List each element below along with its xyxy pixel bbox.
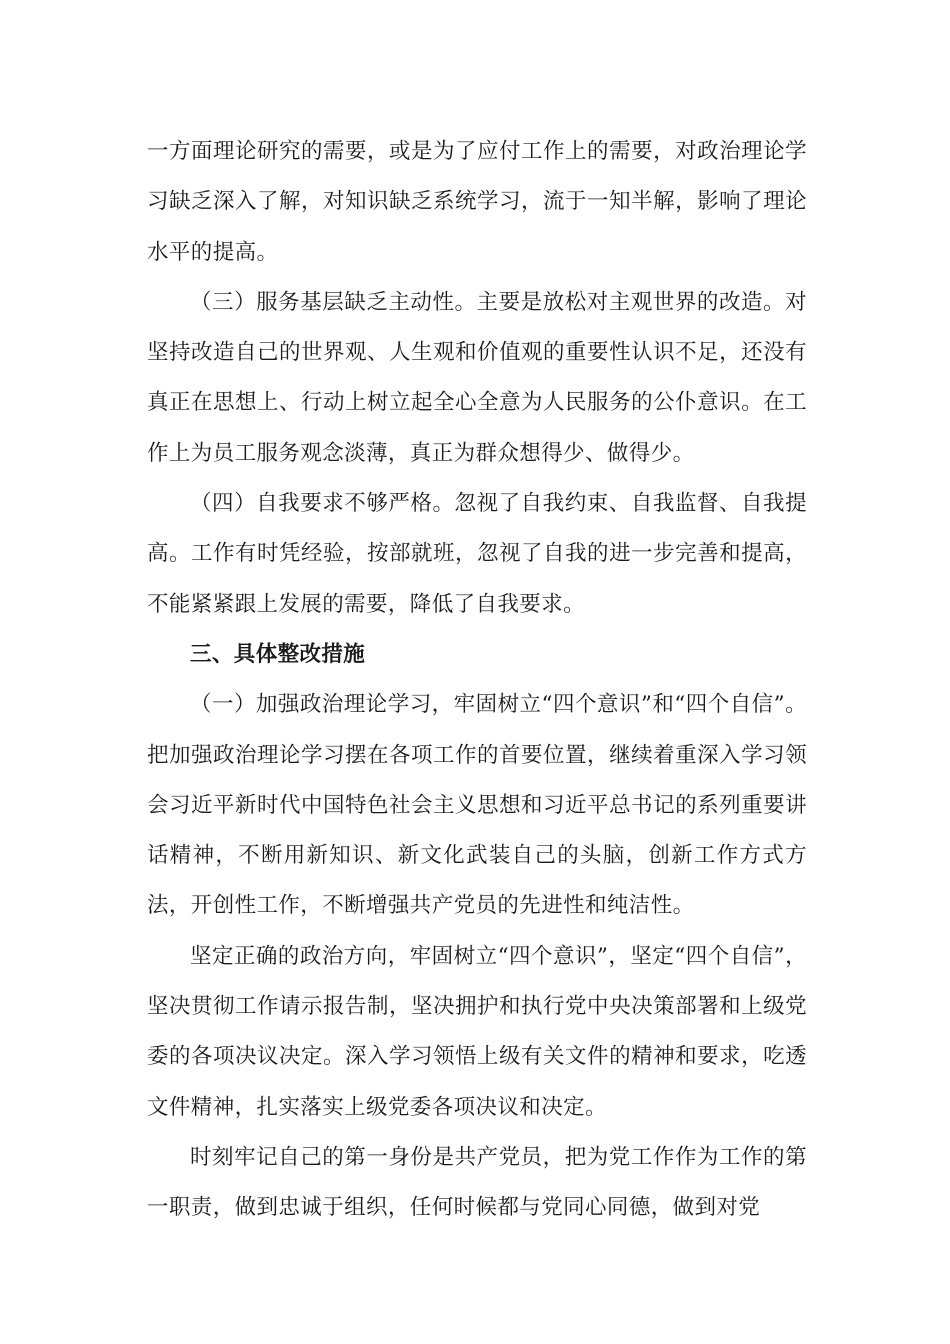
paragraph-party-member-identity: 时刻牢记自己的第一身份是共产党员，把为党工作作为工作的第一职责，做到忠诚于组织，任何时候都与党同心同德，做到对党 (147, 1144, 807, 1221)
paragraph-theory-study-continuation: 一方面理论研究的需要，或是为了应付工作上的需要，对政治理论学习缺乏深入了解，对知识缺乏系统学习，流于一知半解，影响了理论水平的提高。 (147, 139, 807, 265)
paragraph-self-requirement: （四）自我要求不够严格。忽视了自我约束、自我监督、自我提高。工作有时凭经验，按部就班，忽视了自我的进一步完善和提高，不能紧紧跟上发展的需要，降低了自我要求。 (147, 491, 807, 617)
paragraph-political-direction: 坚定正确的政治方向，牢固树立“四个意识”，坚定“四个自信”，坚决贯彻工作请示报告制，坚决拥护和执行党中央决策部署和上级党委的各项决议决定。深入学习领悟上级有关文件的精神和要求，吃透文件精神，扎实落实上级党委各项决议和决定。 (147, 943, 807, 1120)
document-body (147, 127, 807, 1234)
paragraph-service-initiative: （三）服务基层缺乏主动性。主要是放松对主观世界的改造。对坚持改造自己的世界观、人生观和价值观的重要性认识不足，还没有真正在思想上、行动上树立起全心全意为人民服务的公仆意识。在工作上为员工服务观念淡薄，真正为群众想得少、做得少。 (147, 289, 807, 466)
paragraph-political-theory-study: （一）加强政治理论学习，牢固树立“四个意识”和“四个自信”。把加强政治理论学习摆在各项工作的首要位置，继续着重深入学习领会习近平新时代中国特色社会主义思想和习近平总书记的系列重要讲话精神，不断用新知识、新文化武装自己的头脑，创新工作方式方法，开创性工作，不断增强共产党员的先进性和纯洁性。 (147, 692, 807, 919)
section-heading-rectification-measures: 三、具体整改措施 (190, 641, 366, 667)
